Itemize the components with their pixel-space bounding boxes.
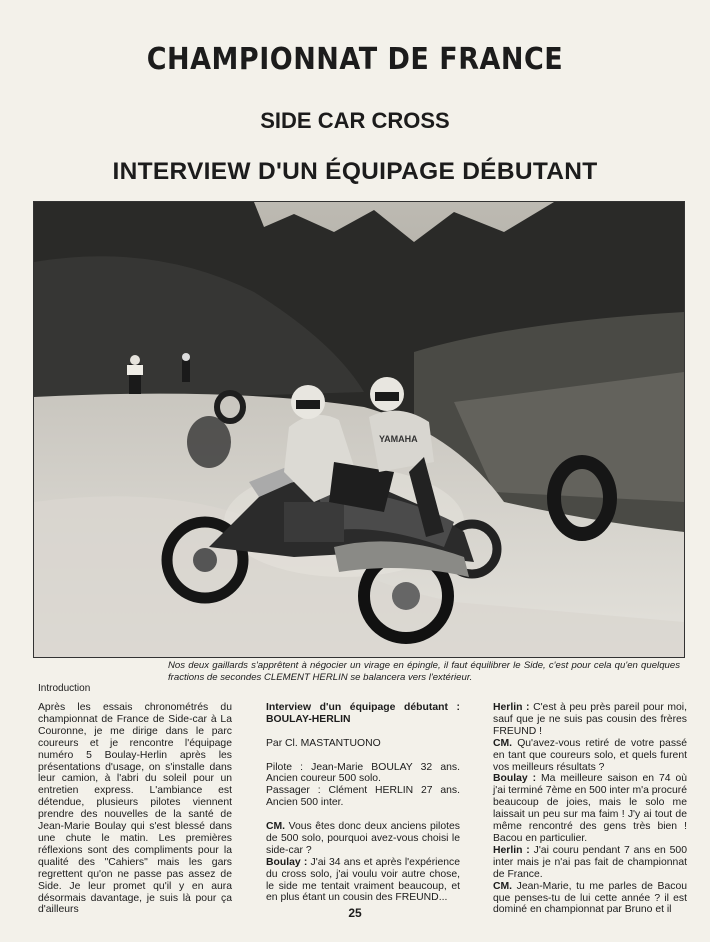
article-headline: INTERVIEW D'UN ÉQUIPAGE DÉBUTANT — [112, 158, 598, 185]
speaker-label: CM. — [493, 880, 513, 892]
page-number: 25 — [348, 906, 362, 920]
question-2 — [493, 738, 687, 774]
answer-text: C'est à peu près pareil pour moi, sauf que je ne suis pas cousin des frères FREUND ! — [493, 702, 688, 737]
sidecar-race-photo — [33, 201, 685, 658]
intro-label: Introduction — [38, 683, 91, 694]
speaker-label: CM. — [493, 737, 513, 749]
speaker-label: Boulay : — [266, 856, 308, 868]
column-interview-start — [266, 702, 460, 904]
crew-pilot: Pilote : Jean-Marie BOULAY 32 ans. Ancien coureur 500 solo. — [266, 761, 460, 785]
intro-paragraph: Après les essais chronométrés du championnat de France de Side-car à La Couronne, je me dirige dans le parc coureurs et je rencontre l'équipage numéro 5 Boulay-Herlin après les présentations d'usage, on s'installe dans leur camion, à l'abri du soleil pour un entretien express. L'ambiance est détendue, plusieurs pilotes viennent prendre des nouvelles de la santé de Jean-Marie Boulay qui s'est blessé dans une chute le matin. Les premières réflexions sont des compliments pour la qualité des "Cahiers" mais les gars regrettent qu'on ne passe pas assez de Side. Je leur promet qu'il y en aura désormais davantage, je suis là pour ça d'ailleurs — [38, 702, 232, 916]
article-category: SIDE CAR CROSS — [260, 108, 450, 133]
question-1 — [266, 821, 460, 857]
interview-heading: Interview d'un équipage débutant : BOULAY-HERLIN — [266, 702, 460, 725]
column-interview-cont — [493, 702, 687, 916]
photo-fairing-text: YAMAHA — [379, 434, 418, 444]
question-text: Vous êtes donc deux anciens pilotes de 500 solo, pourquoi avez-vous choisi le side-car ? — [266, 821, 460, 856]
crew-passenger: Passager : Clément HERLIN 27 ans. Ancien 500 inter. — [266, 785, 460, 809]
speaker-label: Herlin : — [493, 702, 530, 713]
photo-caption: Nos deux gaillards s'apprêtent à négocier un virage en épingle, il faut équilibrer le Side, c'est pour cela qu'en quelques fractions de secondes CLEMENT HERLIN se balancera vers l'extérieur. — [168, 660, 680, 683]
question-text: Jean-Marie, tu me parles de Bacou que penses-tu de lui cette année ? il est dominé en championnat par Bruno et il — [493, 880, 688, 916]
answer-4 — [493, 845, 687, 881]
answer-3 — [493, 773, 687, 844]
speaker-label: CM. — [266, 821, 286, 833]
speaker-label: Herlin : — [493, 844, 530, 856]
answer-1 — [266, 857, 460, 905]
magazine-title: CHAMPIONNAT DE FRANCE — [146, 42, 564, 77]
answer-text: J'ai 34 ans et après l'expérience du cross solo, j'ai voulu voir autre chose, le side me tentait vraiment beaucoup, et en plus étant un cousin des FREUND... — [266, 856, 460, 904]
answer-text: J'ai couru pendant 7 ans en 500 inter mais je n'ai pas fait de championnat de France. — [493, 844, 687, 880]
speaker-label: Boulay : — [493, 773, 537, 785]
question-text: Qu'avez-vous retiré de votre passé en tant que coureurs solo, et quels furent vos meilleurs résultats ? — [493, 737, 687, 773]
byline: Par Cl. MASTANTUONO — [266, 737, 381, 749]
column-intro — [38, 702, 232, 916]
answer-2 — [493, 702, 687, 738]
answer-text: Ma meilleure saison en 74 où j'ai terminé 7ème en 500 inter m'a procuré beaucoup de joies, mais le solo me laissait un peu sur ma faim ! J'y ai tout de même rencontré des gens très bien ! Bacou en particulier. — [493, 773, 688, 844]
